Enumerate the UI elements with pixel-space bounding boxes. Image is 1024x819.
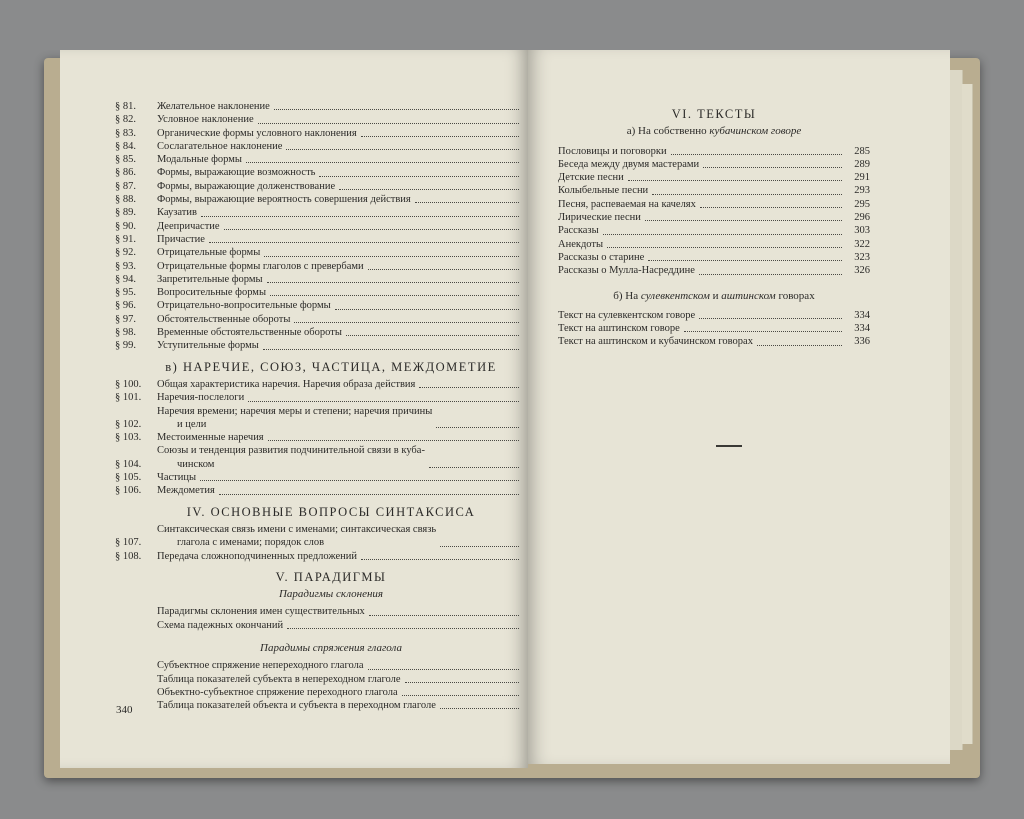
section-number: § 98.	[115, 327, 136, 339]
toc-entry	[115, 619, 547, 632]
leader-dots	[294, 322, 519, 323]
section-number: § 84.	[115, 140, 136, 152]
leader-dots	[361, 559, 519, 560]
entry-title: Передача сложноподчиненных предложений	[157, 550, 358, 562]
entry-title: Парадигмы склонения имен существительных	[157, 606, 365, 618]
subheading-kubachi	[558, 125, 870, 138]
toc-entry	[115, 153, 547, 166]
leader-dots	[361, 136, 519, 137]
leader-dots	[264, 256, 519, 257]
leader-dots	[368, 669, 519, 670]
leader-dots	[268, 440, 519, 441]
right-page	[528, 50, 950, 764]
toc-group-dialect-texts	[558, 309, 870, 349]
subheading-dialects-italic-1: сулевкентском	[640, 289, 710, 302]
section-number: § 99.	[115, 340, 136, 352]
toc-group-declension	[115, 605, 547, 632]
entry-title: Отрицательно-вопросительные формы	[157, 300, 331, 312]
leader-dots	[402, 695, 519, 696]
section-number: § 105.	[115, 472, 142, 484]
toc-entry	[115, 246, 547, 259]
toc-entry	[115, 686, 547, 699]
entry-title: Колыбельные песни	[558, 185, 649, 197]
entry-page-number: 334	[854, 323, 870, 335]
leader-dots	[607, 247, 842, 248]
toc-group-adverbs	[115, 378, 547, 498]
entry-title: Текст на сулевкентском говоре	[558, 309, 696, 321]
entry-title: Лирические песни	[558, 212, 641, 224]
end-dash	[716, 445, 742, 447]
toc-entry	[115, 206, 547, 219]
entry-title: Субъектное спряжение непереходного глагола	[157, 660, 364, 672]
toc-entry	[558, 264, 870, 277]
toc-entry	[558, 224, 870, 237]
toc-entry	[115, 313, 547, 326]
entry-page-number: 336	[854, 336, 870, 348]
entry-title: Наречия-послелоги	[157, 392, 245, 404]
toc-entry	[115, 166, 547, 179]
entry-page-number: 291	[854, 172, 870, 184]
leader-dots	[339, 189, 519, 190]
entry-page-number: 295	[854, 198, 870, 210]
toc-entry	[115, 299, 547, 312]
heading-texts: VI. ТЕКСТЫ	[671, 107, 757, 121]
leader-dots	[263, 349, 519, 350]
entry-title: Причастие	[157, 233, 205, 245]
entry-title: Формы, выражающие долженствование	[157, 180, 336, 192]
leader-dots	[201, 216, 519, 217]
leader-dots	[429, 467, 519, 468]
section-number: § 108.	[115, 550, 142, 562]
entry-title: Сослагательное наклонение	[157, 140, 283, 152]
entry-title: Формы, выражающие возможность	[157, 167, 316, 179]
entry-page-number: 326	[854, 265, 870, 277]
toc-group-conjugation	[115, 659, 547, 712]
toc-entry	[115, 140, 547, 153]
leader-dots	[368, 269, 519, 270]
leader-dots	[246, 162, 519, 163]
section-number: § 106.	[115, 485, 142, 497]
entry-title	[157, 444, 425, 471]
entry-title	[157, 523, 436, 550]
toc-entry	[115, 260, 547, 273]
toc-entry	[115, 431, 547, 444]
toc-entry	[558, 198, 870, 211]
leader-dots	[209, 242, 519, 243]
toc-entry	[115, 233, 547, 246]
toc-entry	[558, 238, 870, 251]
toc-entry	[558, 145, 870, 158]
toc-entry	[558, 251, 870, 264]
heading-paradigms: V. ПАРАДИГМЫ	[275, 569, 387, 584]
heading-adverb-section: в) НАРЕЧИЕ, СОЮЗ, ЧАСТИЦА, МЕЖДОМЕТИЕ	[165, 359, 497, 374]
toc-entry	[115, 286, 547, 299]
entry-title: Органические формы условного наклонения	[157, 127, 357, 139]
subheading-dialects-prefix: б) На	[613, 289, 639, 302]
entry-title: Таблица показателей объекта и субъекта в переходном глаголе	[157, 700, 436, 712]
leader-dots	[319, 176, 519, 177]
leader-dots	[335, 309, 519, 310]
section-number: § 95.	[115, 287, 136, 299]
toc-entry	[115, 471, 547, 484]
toc-entry	[115, 484, 547, 497]
subheading-declension: Парадигмы склонения	[278, 588, 384, 601]
toc-entry	[115, 523, 547, 550]
entry-title: Формы, выражающие вероятность совершения действия	[157, 194, 411, 206]
toc-entry	[115, 113, 547, 126]
toc-entry	[115, 100, 547, 113]
entry-page-number: 289	[854, 158, 870, 170]
section-number: § 93.	[115, 260, 136, 272]
toc-entry	[115, 605, 547, 618]
leader-dots	[440, 546, 519, 547]
leader-dots	[700, 207, 842, 208]
section-number: § 87.	[115, 180, 136, 192]
leader-dots	[699, 318, 842, 319]
entry-title: Анекдоты	[558, 238, 604, 250]
subheading-kubachi-prefix: а) На собственно	[626, 125, 707, 138]
entry-title-line-1: Наречия времени; наречия меры и степени; наречия причины	[157, 405, 433, 417]
toc-entry	[558, 171, 870, 184]
toc-entry	[558, 211, 870, 224]
entry-title: Объектно-субъектное спряжение переходного глагола	[157, 686, 398, 698]
leader-dots	[652, 194, 842, 195]
leader-dots	[603, 234, 842, 235]
leader-dots	[258, 123, 519, 124]
entry-title: Частицы	[157, 472, 197, 484]
leader-dots	[286, 149, 519, 150]
toc-entry	[115, 180, 547, 193]
entry-title: Рассказы о Мулла-Насреддине	[558, 265, 695, 277]
entry-title: Схема падежных окончаний	[157, 619, 284, 631]
subheading-dialects-suffix: говорах	[778, 289, 815, 302]
section-number: § 90.	[115, 220, 136, 232]
entry-page-number: 293	[854, 185, 870, 197]
toc-entry	[115, 659, 547, 672]
leader-dots	[274, 109, 519, 110]
entry-title: Песня, распеваемая на качелях	[558, 198, 696, 210]
leader-dots	[405, 682, 519, 683]
toc-entry	[115, 405, 547, 432]
leader-dots	[440, 708, 519, 709]
left-page	[60, 50, 528, 768]
entry-page-number: 323	[854, 251, 870, 263]
leader-dots	[703, 167, 842, 168]
entry-title: Рассказы	[558, 225, 599, 237]
toc-group-syntax	[115, 523, 547, 563]
entry-title-line-2: и цели	[177, 418, 207, 430]
section-number: § 96.	[115, 300, 136, 312]
entry-title: Обстоятельственные обороты	[157, 313, 291, 325]
right-toc	[558, 100, 870, 349]
toc-entry	[115, 339, 547, 352]
entry-title: Желательное наклонение	[157, 101, 270, 112]
entry-title: Отрицательные формы глаголов с превербами	[157, 260, 364, 272]
section-number: § 107.	[115, 537, 142, 549]
toc-group-verbs	[115, 100, 547, 353]
leader-dots	[248, 401, 519, 402]
entry-title: Общая характеристика наречия. Наречия образа действия	[157, 378, 416, 390]
toc-entry	[558, 335, 870, 348]
leader-dots	[346, 335, 519, 336]
entry-title: Отрицательные формы	[157, 247, 261, 259]
leader-dots	[628, 180, 842, 181]
leader-dots	[200, 480, 519, 481]
section-number: § 85.	[115, 154, 136, 166]
section-number: § 83.	[115, 127, 136, 139]
leader-dots	[757, 345, 842, 346]
leader-dots	[436, 427, 519, 428]
section-number: § 100.	[115, 378, 142, 390]
section-number: § 89.	[115, 207, 136, 219]
toc-entry	[558, 322, 870, 335]
toc-entry	[115, 444, 547, 471]
leader-dots	[699, 274, 842, 275]
toc-entry	[115, 220, 547, 233]
section-number: § 86.	[115, 167, 136, 179]
section-number: § 91.	[115, 233, 136, 245]
entry-title: Местоименные наречия	[157, 432, 264, 444]
toc-entry	[115, 273, 547, 286]
entry-title: Запретительные формы	[157, 273, 263, 285]
entry-title: Междометия	[157, 485, 215, 497]
entry-title-line-1: Синтаксическая связь имени с именами; синтаксическая связь	[157, 523, 437, 535]
entry-title-line-2: глагола с именами; порядок слов	[177, 537, 325, 549]
entry-title: Текст на аштинском и кубачинском говорах	[558, 336, 753, 348]
entry-page-number: 322	[854, 238, 870, 250]
entry-page-number: 303	[854, 225, 870, 237]
entry-title: Текст на аштинском говоре	[558, 323, 680, 335]
entry-title: Таблица показателей субъекта в непереходном глаголе	[157, 673, 401, 685]
leader-dots	[270, 295, 519, 296]
toc-entry	[115, 193, 547, 206]
toc-entry	[115, 326, 547, 339]
entry-title: Вопросительные формы	[157, 287, 266, 299]
section-number: § 81.	[115, 101, 136, 112]
leader-dots	[224, 229, 519, 230]
section-number: § 97.	[115, 313, 136, 325]
entry-title: Пословицы и поговорки	[558, 145, 667, 157]
subheading-dialects	[558, 290, 870, 303]
subheading-dialects-italic-2: аштинском	[721, 289, 776, 302]
entry-title-line-2: чинском	[177, 458, 215, 470]
toc-entry	[115, 378, 547, 391]
section-number: § 101.	[115, 392, 142, 404]
leader-dots	[219, 494, 519, 495]
page-number: 340	[116, 704, 133, 716]
entry-title: Беседа между двумя мастерами	[558, 158, 700, 170]
entry-title: Детские песни	[558, 172, 624, 184]
entry-title: Модальные формы	[157, 154, 242, 166]
section-number: § 94.	[115, 273, 136, 285]
page-edges-back	[962, 84, 973, 744]
section-number: § 102.	[115, 418, 142, 430]
entry-title: Каузатив	[157, 207, 197, 219]
entry-page-number: 334	[854, 309, 870, 321]
subheading-conjugation: Парадимы спряжения глагола	[260, 641, 402, 654]
toc-entry	[558, 309, 870, 322]
entry-title: Уступительные формы	[157, 340, 259, 352]
heading-syntax: IV. ОСНОВНЫЕ ВОПРОСЫ СИНТАКСИСА	[186, 504, 476, 519]
toc-group-kubachi-texts	[558, 145, 870, 278]
toc-entry	[115, 127, 547, 140]
toc-entry	[115, 699, 547, 712]
entry-title-line-1: Союзы и тенденция развития подчинительной связи в куба-	[157, 445, 425, 457]
entry-title	[157, 405, 432, 432]
leader-dots	[415, 202, 519, 203]
entry-title: Рассказы о старине	[558, 251, 645, 263]
entry-page-number: 296	[854, 212, 870, 224]
entry-title: Деепричастие	[157, 220, 220, 232]
section-number: § 82.	[115, 114, 136, 126]
toc-entry	[115, 391, 547, 404]
toc-entry	[558, 158, 870, 171]
leader-dots	[369, 615, 519, 616]
entry-title: Временные обстоятельственные обороты	[157, 327, 342, 339]
leader-dots	[671, 154, 842, 155]
toc-entry	[115, 550, 547, 563]
section-number: § 103.	[115, 432, 142, 444]
leader-dots	[267, 282, 519, 283]
toc-entry	[115, 673, 547, 686]
section-number: § 92.	[115, 247, 136, 259]
entry-title: Условное наклонение	[157, 114, 254, 126]
toc-entry	[558, 184, 870, 197]
leader-dots	[419, 387, 519, 388]
leader-dots	[684, 331, 842, 332]
leader-dots	[648, 260, 842, 261]
subheading-dialects-mid: и	[712, 289, 719, 302]
leader-dots	[645, 220, 842, 221]
section-number: § 88.	[115, 194, 136, 206]
entry-page-number: 285	[854, 145, 870, 157]
left-toc	[115, 100, 547, 712]
subheading-kubachi-italic: кубачинском говоре	[709, 125, 802, 138]
leader-dots	[287, 628, 519, 629]
section-number: § 104.	[115, 458, 142, 470]
